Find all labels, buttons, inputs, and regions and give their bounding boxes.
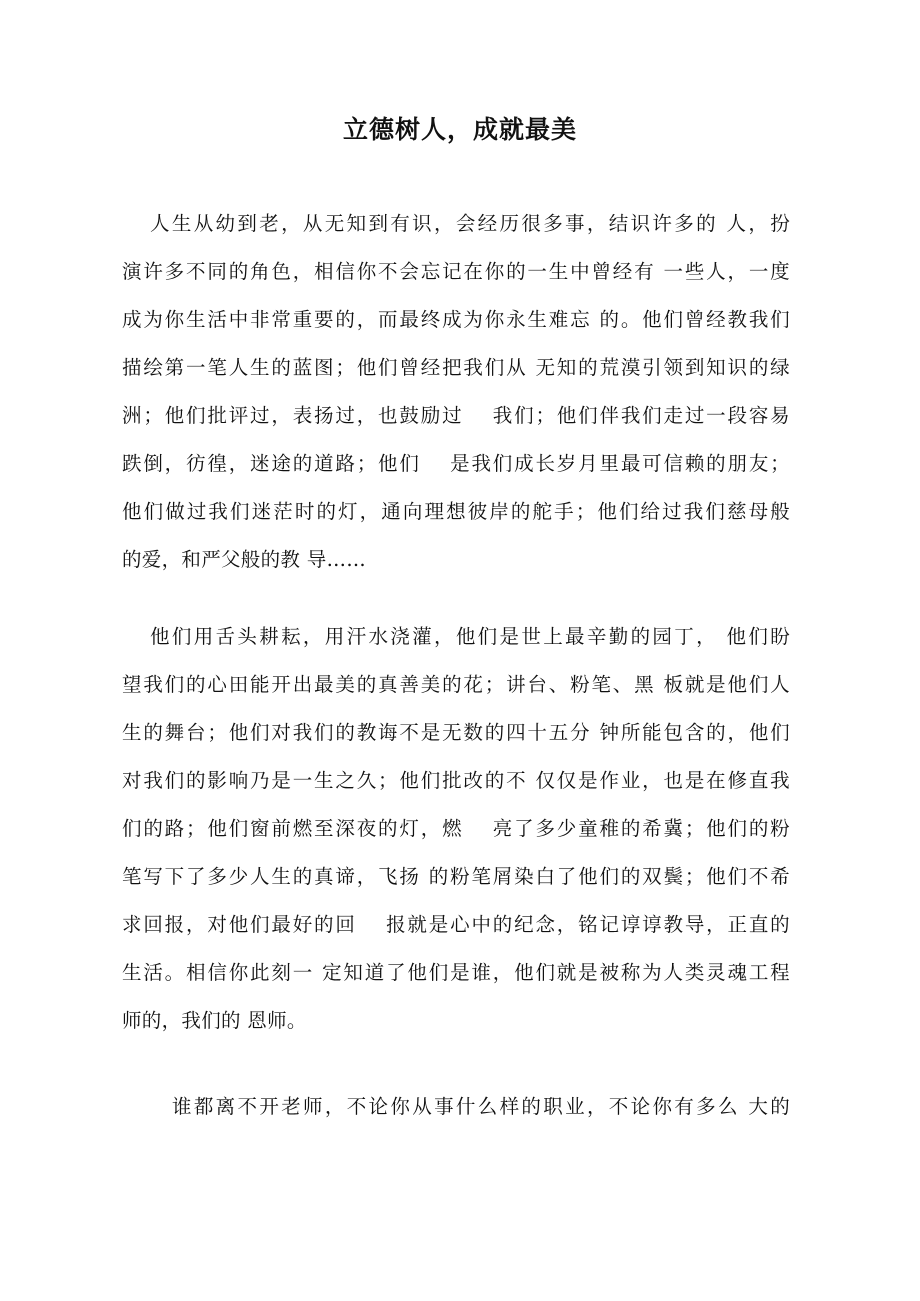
paragraph-1 [122, 200, 790, 584]
text-line: 他们做过我们迷茫时的灯，通向理想彼岸的舵手；他们给过我们慈母般 [122, 500, 790, 523]
paragraph-3 [122, 1083, 790, 1131]
text-line: 生的舞台；他们对我们的教诲不是无数的四十五分 钟所能包含的，他们 [122, 721, 790, 744]
text-line: 描绘第一笔人生的蓝图；他们曾经把我们从 无知的荒漠引领到知识的绿 [122, 356, 790, 379]
text-line: 他们用舌头耕耘，用汗水浇灌，他们是世上最辛勤的园丁， 他们盼 [150, 625, 790, 648]
text-line: 对我们的影响乃是一生之久；他们批改的不 仅仅是作业，也是在修直我 [122, 769, 790, 792]
text-line: 成为你生活中非常重要的，而最终成为你永生难忘 的。他们曾经教我们 [122, 308, 790, 331]
text-line: 们的路；他们窗前燃至深夜的灯，燃 亮了多少童稚的希冀；他们的粉 [122, 817, 790, 840]
text-line: 人生从幼到老，从无知到有识，会经历很多事，结识许多的 人，扮 [150, 212, 790, 235]
text-line: 演许多不同的角色，相信你不会忘记在你的一生中曾经有 一些人，一度 [122, 260, 790, 283]
text-line: 生活。相信你此刻一 定知道了他们是谁，他们就是被称为人类灵魂工程 [122, 961, 790, 984]
text-line: 师的，我们的 恩师。 [122, 1009, 307, 1032]
text-line: 跌倒，彷徨，迷途的道路；他们 是我们成长岁月里最可信赖的朋友； [122, 452, 790, 475]
text-line: 的爱，和严父般的教 导…… [122, 548, 367, 571]
page-title: 立德树人，成就最美 [342, 115, 577, 144]
paragraph-2 [122, 613, 790, 1045]
text-line: 笔写下了多少人生的真谛，飞扬 的粉笔屑染白了他们的双鬓；他们不希 [122, 865, 790, 888]
text-line: 谁都离不开老师，不论你从事什么样的职业，不论你有多么 大的 [172, 1095, 790, 1118]
text-line: 望我们的心田能开出最美的真善美的花；讲台、粉笔、黑 板就是他们人 [122, 673, 790, 696]
text-line: 求回报，对他们最好的回 报就是心中的纪念，铭记谆谆教导，正直的 [122, 913, 790, 936]
text-line: 洲；他们批评过，表扬过，也鼓励过 我们；他们伴我们走过一段容易 [122, 404, 790, 427]
